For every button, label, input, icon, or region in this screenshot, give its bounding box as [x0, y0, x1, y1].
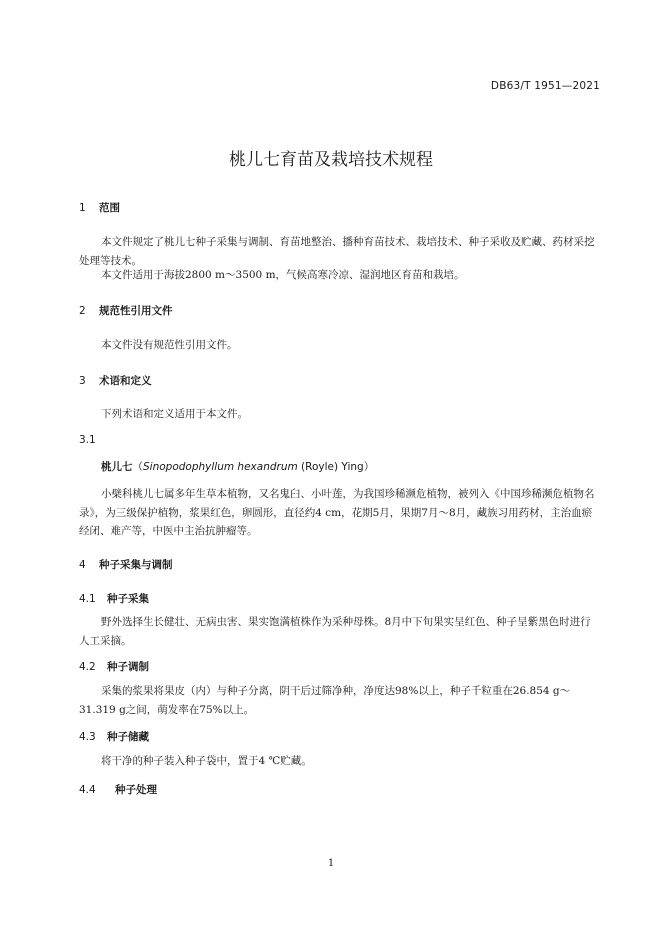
paragraph: 本文件适用于海拔2800 m～3500 m，气候高寒冷凉、湿润地区育苗和栽培。 — [101, 269, 465, 281]
section-number: 1 — [79, 202, 86, 214]
paragraph: 采集的浆果将果皮（内）与种子分离，阴干后过筛净种，净度达98%以上，种子千粒重在26.854 g～31.319 g之间，萌发率在75%以上。 — [79, 685, 571, 716]
section-heading-seed-collection — [79, 557, 173, 572]
section-title: 范围 — [99, 202, 120, 214]
term-paren-open: （ — [132, 461, 143, 473]
term-number: 3.1 — [79, 434, 96, 446]
section-number: 2 — [79, 305, 86, 317]
section-number: 3 — [79, 375, 86, 387]
subsection-number: 4.2 — [79, 661, 96, 673]
subsection-heading — [79, 591, 149, 606]
paragraph: 本文件规定了桃儿七种子采集与调制、育苗地整治、播种育苗技术、栽培技术、种子采收及贮藏、药材采挖处理等技术。 — [79, 236, 595, 267]
paragraph: 野外选择生长健壮、无病虫害、果实饱满植株作为采种母株。8月中下旬果实呈红色、种子呈紫黑色时进行人工采摘。 — [79, 616, 591, 647]
subsection-heading — [79, 659, 149, 674]
term-definition: 小檗科桃儿七属多年生草本植物，又名鬼臼、小叶莲，为我国珍稀濒危植物，被列入《中国珍稀濒危植物名录》，为三级保护植物，浆果红色，卵圆形，直径约4 cm，花期5月，果期7月～8月，藏族习用药材，主治血瘀经闭、难产等，中医中主治抗肿瘤等。 — [79, 488, 595, 537]
section-title: 规范性引用文件 — [99, 305, 173, 317]
subsection-heading — [79, 782, 157, 797]
subsection-title: 种子处理 — [115, 784, 157, 796]
section-number: 4 — [79, 559, 86, 571]
term-latin-name: Sinopodophyllum hexandrum — [143, 461, 298, 473]
paragraph: 本文件没有规范性引用文件。 — [101, 339, 238, 351]
subsection-heading — [79, 729, 149, 744]
term-entry — [101, 459, 374, 474]
subsection-number: 4.4 — [79, 784, 96, 796]
term-paren-close: ） — [363, 461, 375, 473]
standard-code: DB63/T 1951—2021 — [490, 80, 600, 92]
subsection-title: 种子采集 — [107, 593, 149, 605]
section-title: 种子采集与调制 — [99, 559, 173, 571]
paragraph: 将干净的种子装入种子袋中，置于4 ℃贮藏。 — [101, 755, 312, 767]
subsection-number: 4.3 — [79, 731, 96, 743]
page-number: 1 — [327, 858, 335, 869]
term-name: 桃儿七 — [101, 461, 133, 473]
section-title: 术语和定义 — [99, 375, 152, 387]
subsection-title: 种子调制 — [107, 661, 149, 673]
document-title: 桃儿七育苗及栽培技术规程 — [229, 150, 433, 170]
paragraph: 下列术语和定义适用于本文件。 — [101, 408, 248, 420]
subsection-number: 4.1 — [79, 593, 96, 605]
section-heading-normative-references — [79, 303, 173, 318]
term-author: (Royle) Ying — [297, 461, 364, 473]
subsection-title: 种子储藏 — [107, 731, 149, 743]
section-heading-scope — [79, 200, 120, 215]
section-heading-terms — [79, 373, 152, 388]
